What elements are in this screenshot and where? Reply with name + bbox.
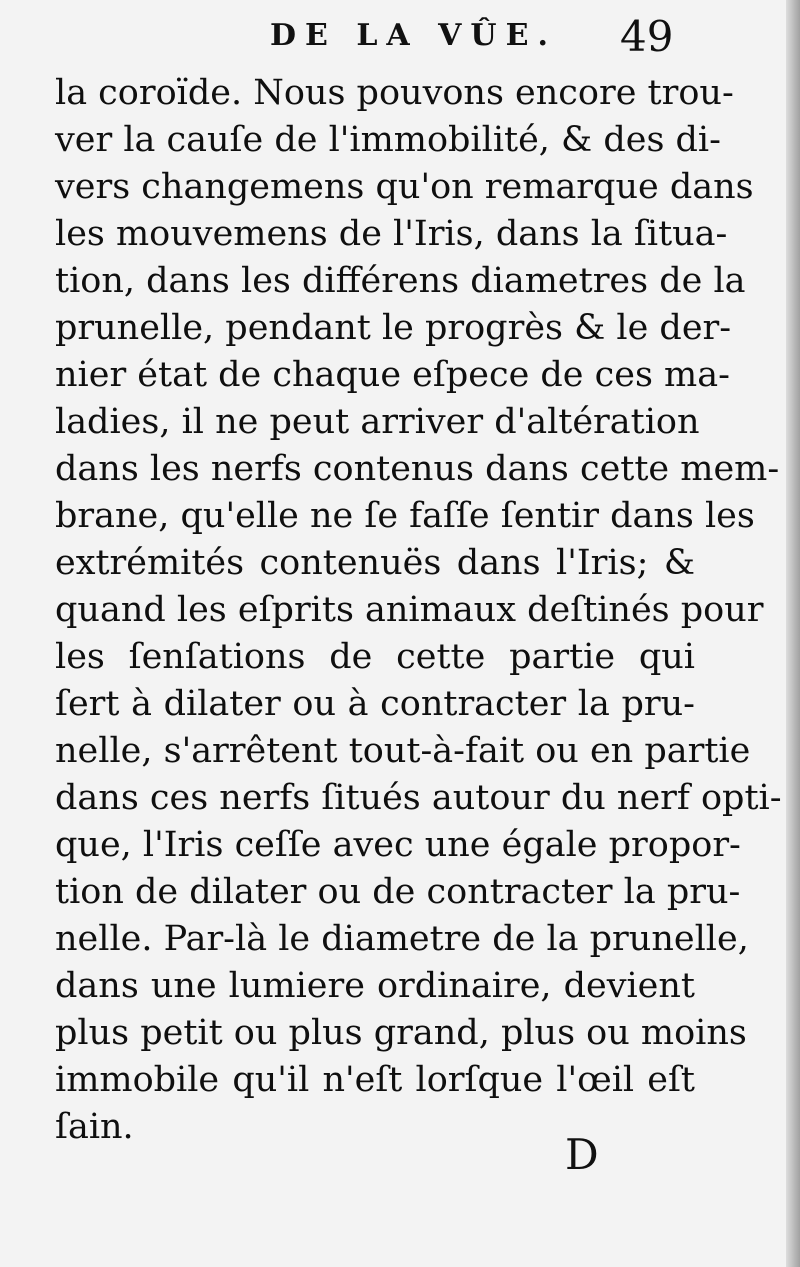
text-line: nelle. Par-là le diametre de la prunelle, [55,919,749,959]
text-line: extrémités contenuës dans l'Iris; & [55,543,695,583]
text-line: la coroïde. Nous pouvons encore trou- [55,73,734,113]
text-line: immobile qu'il n'eſt lorſque l'œil eſt [55,1060,695,1100]
text-line: brane, qu'elle ne ſe faſſe ſentir dans les [55,496,755,536]
text-line: les ſenſations de cette partie qui [55,637,695,677]
text-line: nier état de chaque eſpece de ces ma- [55,355,730,395]
text-line: tion de dilater ou de contracter la pru- [55,872,741,912]
running-title: DE LA VÛE. [270,18,557,53]
text-line: tion, dans les différens diametres de la [55,261,746,301]
page-number: 49 [620,12,674,61]
text-line: quand les eſprits animaux deſtinés pour [55,590,764,630]
text-line: prunelle, pendant le progrès & le der- [55,308,732,348]
signature-mark: D [565,1130,599,1179]
text-line: ver la cauſe de l'immobilité, & des di- [55,120,721,160]
text-line: ladies, il ne peut arriver d'altération [55,402,700,442]
text-line: les mouvemens de l'Iris, dans la ſitua- [55,214,728,254]
text-line: ſert à dilater ou à contracter la pru- [55,684,695,724]
text-line: vers changemens qu'on remarque dans [55,167,754,207]
text-line: dans les nerfs contenus dans cette mem- [55,449,780,489]
text-line: ſain. [55,1107,134,1147]
body-text [55,70,782,1151]
text-line: plus petit ou plus grand, plus ou moins [55,1013,747,1053]
text-line: nelle, s'arrêtent tout-à-fait ou en partie [55,731,751,771]
text-line: dans ces nerfs ſitués autour du nerf opti- [55,778,782,818]
text-line: dans une lumiere ordinaire, devient [55,966,695,1006]
text-line: que, l'Iris ceſſe avec une égale propor- [55,825,741,865]
